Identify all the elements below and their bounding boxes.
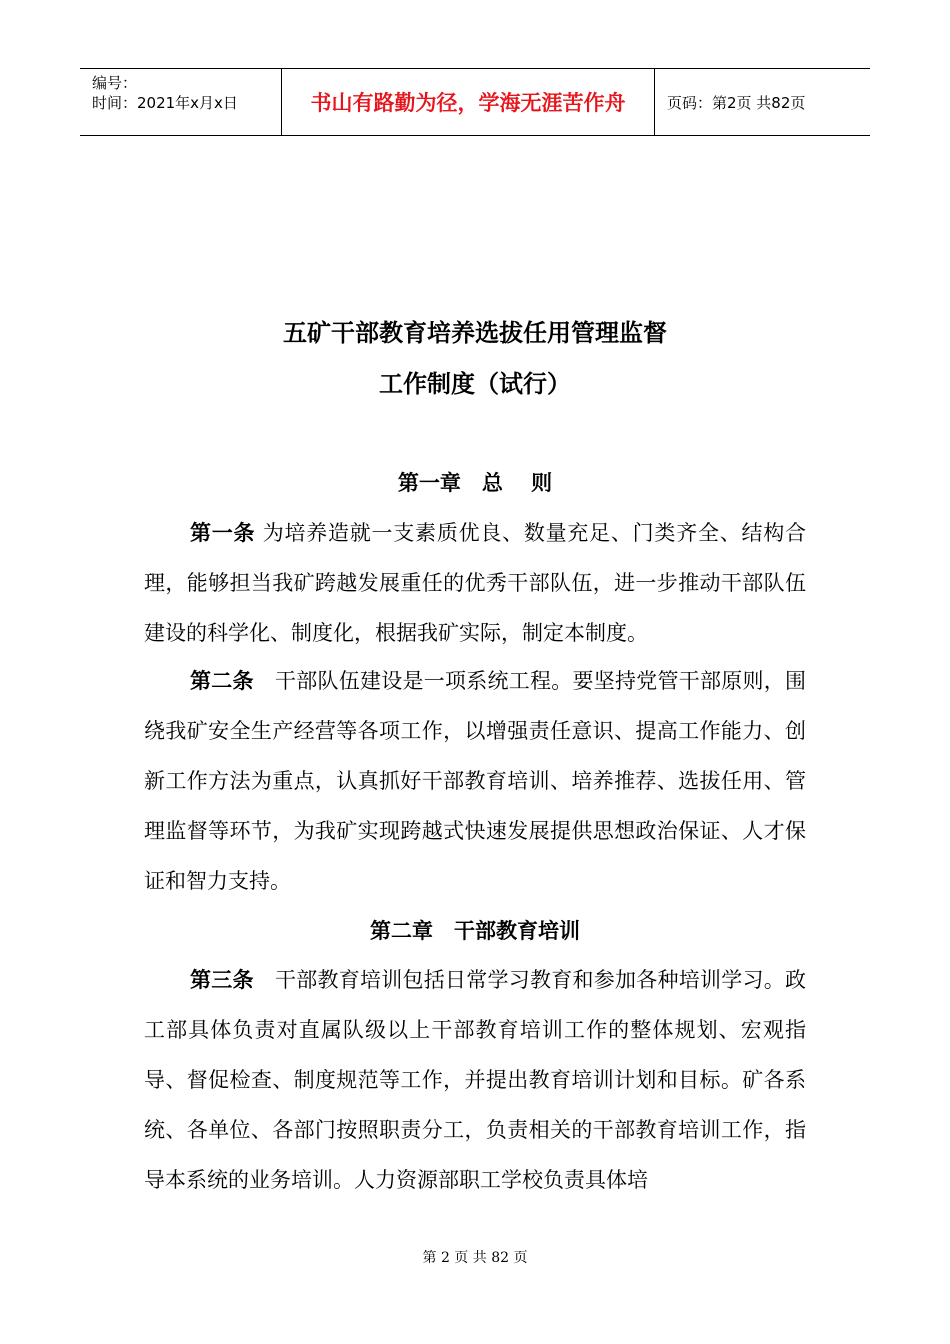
article-label: 第三条	[190, 968, 254, 992]
article-label: 第一条	[190, 521, 256, 545]
article-text: 为培养造就一支素质优良、数量充足、门类齐全、结构合理，能够担当我矿跨越发展重任的优秀干部队伍，进一步推动干部队伍建设的科学化、制度化，根据我矿实际，制定本制度。	[144, 521, 806, 645]
article-3	[144, 955, 806, 1205]
document-title-line1: 五矿干部教育培养选拔任用管理监督	[283, 319, 667, 347]
header-page-cell	[655, 69, 870, 135]
document-title-line2: 工作制度（试行）	[379, 370, 571, 398]
header-motto-cell	[282, 69, 655, 135]
article-text: 干部队伍建设是一项系统工程。要坚持党管干部原则，围绕我矿安全生产经营等各项工作，以增强责任意识、提高工作能力、创新工作方法为重点，认真抓好干部教育培训、培养推荐、选拔任用、管理监督等环节，为我矿实现跨越式快速发展提供思想政治保证、人才保证和智力支持。	[144, 669, 806, 893]
page-info: 页码：第2页 共82页	[667, 93, 806, 112]
header-meta-cell	[80, 69, 282, 135]
article-2	[144, 656, 806, 906]
chapter-heading-2: 第二章 干部教育培训	[370, 919, 580, 943]
article-label: 第二条	[190, 669, 254, 693]
article-1	[144, 508, 806, 658]
page-footer: 第 2 页 共 82 页	[422, 1250, 528, 1266]
chapter-heading-1: 第一章 总 则	[397, 471, 553, 495]
motto-text: 书山有路勤为径，学海无涯苦作舟	[310, 91, 626, 115]
article-text: 干部教育培训包括日常学习教育和参加各种培训学习。政工部具体负责对直属队级以上干部教育培训工作的整体规划、宏观指导、督促检查、制度规范等工作，并提出教育培训计划和目标。矿各系统、各单位、各部门按照职责分工，负责相关的干部教育培训工作，指导本系统的业务培训。人力资源部职工学校负责具体培	[144, 968, 806, 1192]
number-label: 编号：	[92, 74, 138, 92]
document-header	[80, 68, 870, 136]
time-label: 时间：2021年x月x日	[92, 94, 238, 112]
